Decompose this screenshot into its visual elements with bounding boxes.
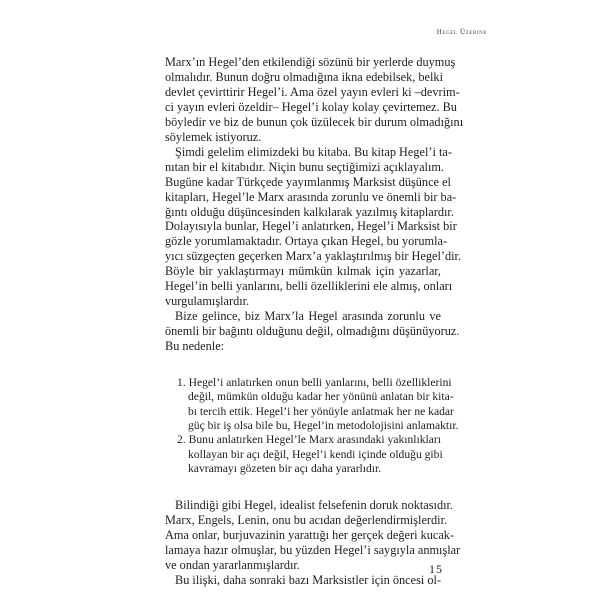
running-head: Hegel Üzerine bbox=[436, 28, 487, 36]
text-line: Marx’ın Hegel’den etkilendiği sözünü bir yerlerde duymuş bbox=[165, 55, 456, 69]
text-line: böyledir ve biz de bunun çok üzülecek bir durum olmadığını bbox=[165, 114, 464, 129]
paragraph-1 bbox=[165, 55, 464, 145]
text-line: güç bir iş olsa bile bu, Hegel’in metodolojisini anlamaktır. bbox=[188, 418, 459, 432]
text-line: Dolayısıyla bunlar, Hegel’i anlatırken, Hegel’i Marksist bir bbox=[165, 219, 457, 234]
text-line: Şimdi gelelim elimizdeki bu kitaba. Bu kitap Hegel’i ta- bbox=[175, 144, 452, 159]
text-line: Bize gelince, biz Marx’la Hegel arasında zorunlu ve bbox=[175, 309, 441, 324]
paragraph-4 bbox=[165, 498, 461, 573]
spacer bbox=[165, 476, 441, 498]
text-line: ci yayın evleri özeldir– Hegel’i kolay kolay çevirtemez. Bu bbox=[165, 99, 457, 114]
paragraph-2 bbox=[165, 144, 462, 309]
text-line: lamaya hazır olmuşlar, bu yüzden Hegel’i saygıyla anmışlar bbox=[165, 543, 461, 557]
text-line: söylemek istiyoruz. bbox=[165, 129, 262, 144]
spacer bbox=[165, 354, 441, 376]
text-line: Marx, Engels, Lenin, onu bu acıdan değerlendirmişlerdir. bbox=[165, 513, 448, 528]
text-line: kollayan bir açı değil, Hegel’i kendi içinde olduğu gibi bbox=[188, 447, 443, 461]
text-line: ve ondan yararlanmışlardır. bbox=[165, 557, 300, 572]
text-line: bı tercih ettik. Hegel’i her yönüyle anlatmak her ne kadar bbox=[188, 404, 454, 418]
text-line: olmalıdır. Bunun doğru olmadığına ikna edebilsek, belki bbox=[165, 69, 444, 84]
text-line: Bugüne kadar Türkçede yayımlanmış Marksist düşünce el bbox=[165, 174, 451, 189]
text-line: Ama onlar, burjuvazinin yarattığı her gerçek değeri kucak- bbox=[165, 528, 455, 543]
text-line: vurgulamışlardır. bbox=[165, 294, 250, 309]
list-item bbox=[177, 433, 441, 476]
text-line: devlet çevirttirir Hegel’i. Ama özel yayın evleri ki –devrim- bbox=[165, 84, 460, 99]
page-number: 15 bbox=[429, 562, 443, 576]
text-line: nıtan bir el kitabıdır. Niçin bunu seçtiğimizi açıklayalım. bbox=[165, 159, 445, 174]
text-line: Bu nedenle: bbox=[165, 339, 225, 354]
text-line: yıcı süzgeçten geçerken Marx’a yaklaştırılmış bir Hegel’dir. bbox=[165, 249, 462, 264]
text-line: önemli bir bağıntı olduğunu değil, olmadığını düşünüyoruz. bbox=[165, 324, 460, 339]
text-line: 2. Bunu anlatırken Hegel’le Marx arasındaki yakınlıkları bbox=[177, 433, 441, 447]
paragraph-3 bbox=[165, 309, 460, 354]
numbered-list bbox=[177, 376, 459, 476]
list-item bbox=[177, 376, 459, 433]
text-line: Böyle bir yaklaştırmayı mümkün kılmak için yazarlar, bbox=[165, 264, 441, 279]
text-line: kavramayı gözeten bir açı daha yararlıdır. bbox=[188, 461, 382, 475]
text-line: değil, mümkün olduğu kadar her yönünü anlatan bir kita- bbox=[188, 390, 454, 404]
text-line: kitapları, Hegel’le Marx arasında zorunlu ve önemli bir ba- bbox=[165, 189, 457, 204]
text-line: 1. Hegel’i anlatırken onun belli yanlarını, belli özelliklerini bbox=[177, 376, 452, 390]
text-line: ğıntı olduğu düşüncesinden kalkılarak yazılmış kitaplardır. bbox=[165, 204, 454, 219]
paragraph-5 bbox=[165, 573, 441, 588]
text-line: gözle yorumlamaktadır. Ortaya çıkan Hegel, bu yorumla- bbox=[165, 234, 448, 249]
text-line: Bu ilişki, daha sonraki bazı Marksistler için öncesi ol- bbox=[175, 572, 442, 587]
text-line: Bilindiği gibi Hegel, idealist felsefenin doruk noktasıdır. bbox=[175, 498, 454, 513]
body-text bbox=[165, 55, 464, 588]
text-line: Hegel’in belli yanlarını, belli özelliklerini ele almış, onları bbox=[165, 279, 453, 294]
